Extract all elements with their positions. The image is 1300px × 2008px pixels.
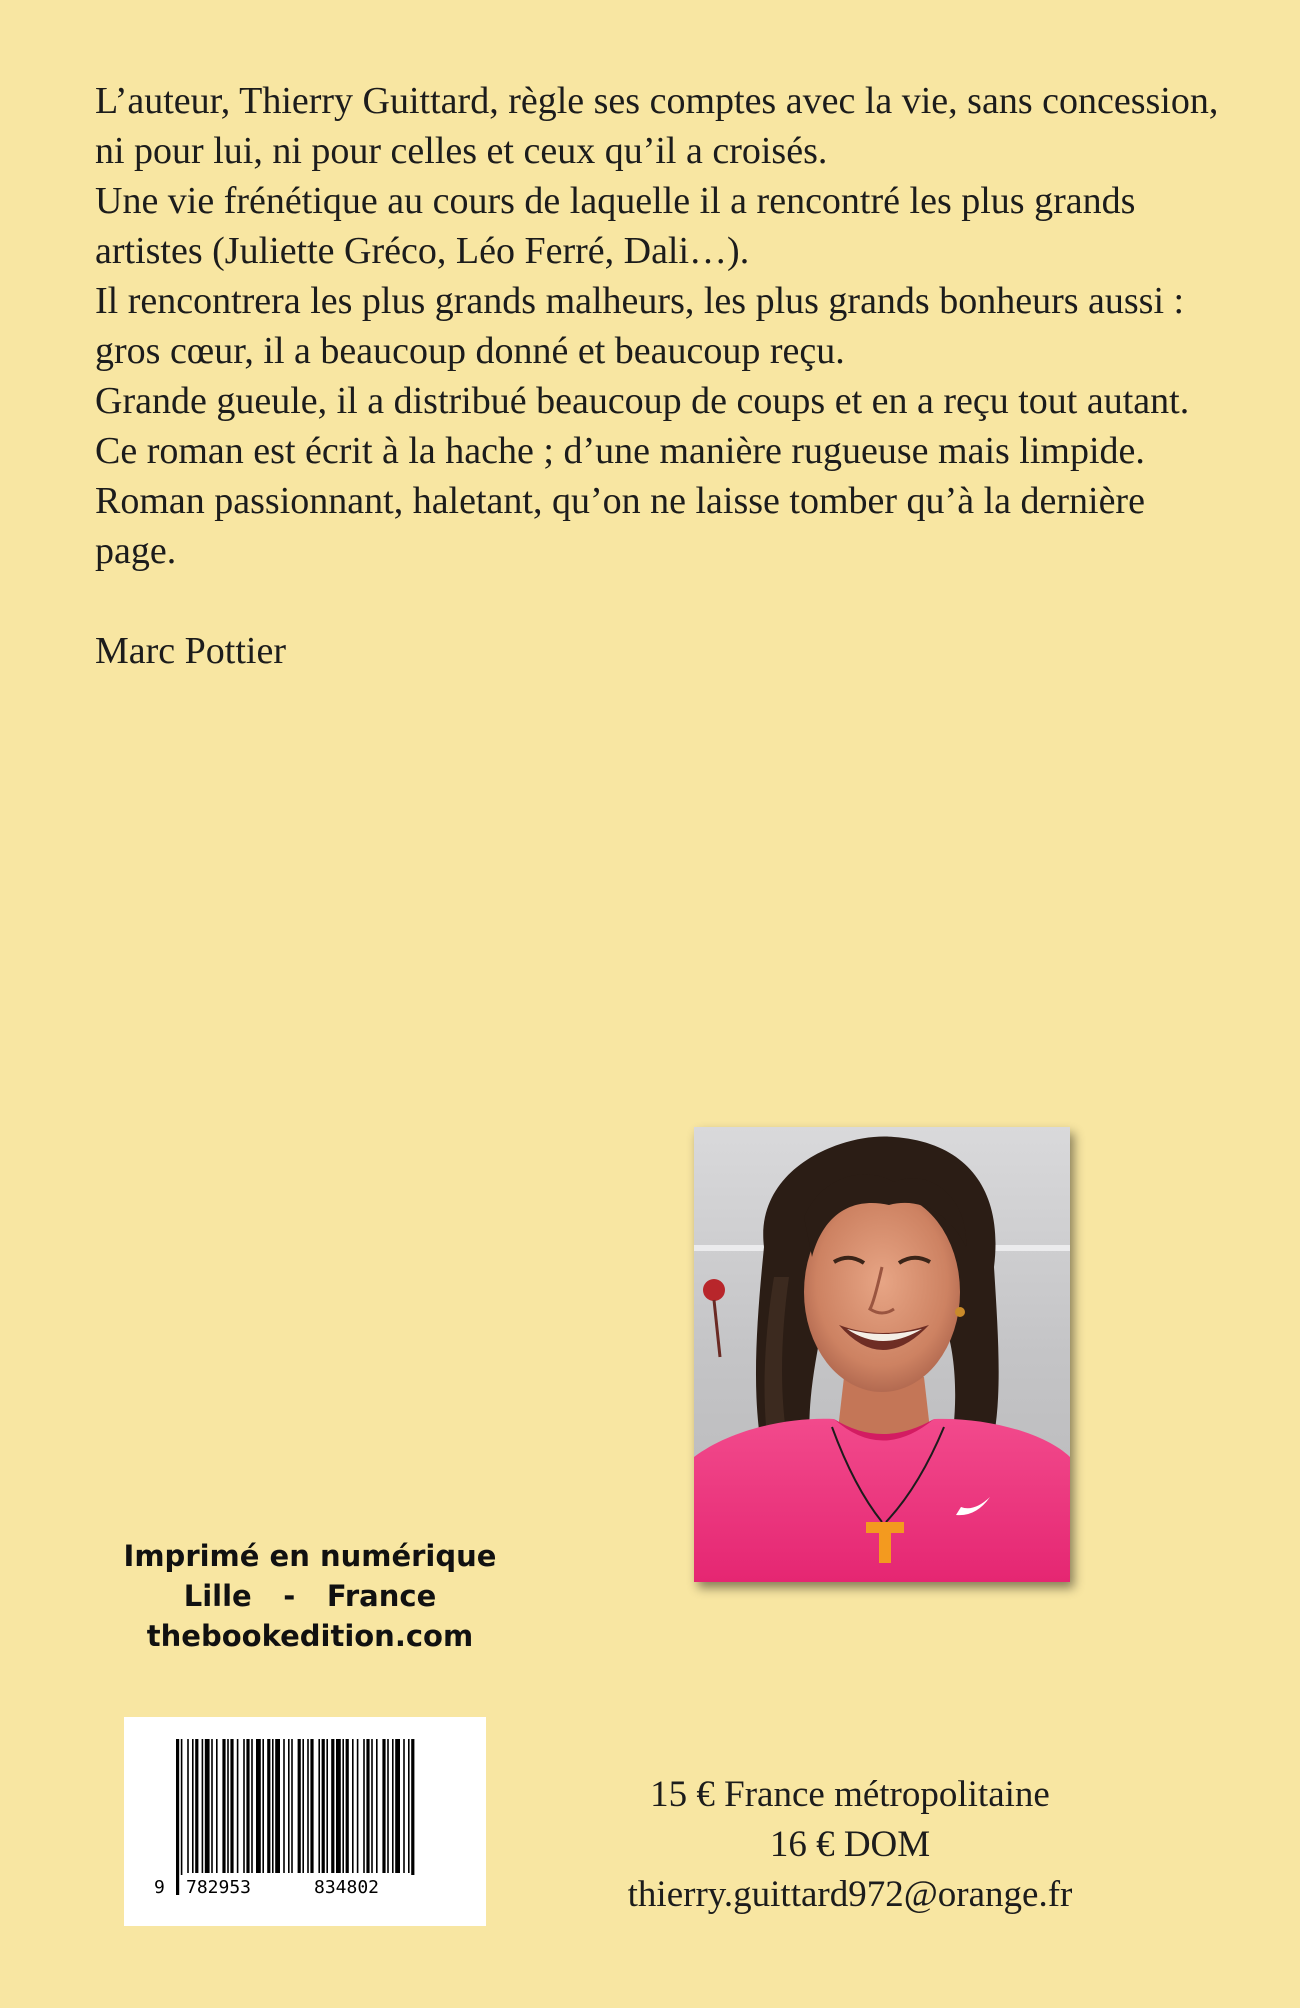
- barcode-bar: [288, 1739, 290, 1873]
- barcode-bar: [403, 1739, 405, 1873]
- barcode-bar: [216, 1739, 218, 1873]
- barcode-bar: [318, 1739, 320, 1873]
- blurb-paragraph: L’auteur, Thierry Guittard, règle ses comptes avec la vie, sans concession, ni pour lui, ni pour celles et ceux qu’il a croisés.: [95, 80, 1219, 172]
- barcode-graphic: [124, 1717, 486, 1926]
- barcode-bar: [298, 1739, 301, 1873]
- barcode-bar: [192, 1739, 194, 1873]
- barcode-bar: [387, 1739, 389, 1873]
- barcode-bar: [376, 1739, 378, 1873]
- barcode-bar: [336, 1739, 341, 1873]
- author-photo: [694, 1127, 1070, 1582]
- barcode-bar: [246, 1739, 249, 1873]
- barcode-bar: [411, 1739, 414, 1895]
- printer-separator: -: [283, 1579, 296, 1613]
- barcode-bar: [262, 1739, 264, 1873]
- printer-location: [110, 1576, 510, 1616]
- barcode-bar: [408, 1739, 410, 1873]
- barcode-bar: [181, 1739, 183, 1895]
- barcode-bar: [346, 1739, 349, 1873]
- barcode-bar: [342, 1739, 344, 1873]
- barcode-bar: [275, 1739, 280, 1873]
- barcode-bar: [187, 1739, 189, 1873]
- barcode-bar: [322, 1739, 325, 1873]
- barcode-bar: [392, 1739, 394, 1873]
- barcode-bar: [310, 1739, 313, 1873]
- back-cover-blurb: [95, 76, 1225, 676]
- barcode-bar: [283, 1739, 285, 1873]
- barcode-bar: [366, 1739, 369, 1873]
- blurb-paragraph: Une vie frénétique au cours de laquelle il a rencontré les plus grands artistes (Juliette Gréco, Léo Ferré, Dali…).: [95, 180, 1136, 272]
- price-metropole: 15 € France métropolitaine: [650, 1774, 1050, 1815]
- barcode-bar: [382, 1739, 385, 1873]
- barcode-bar: [202, 1739, 204, 1873]
- barcode-bar: [291, 1739, 293, 1873]
- barcode-bar: [230, 1739, 233, 1873]
- barcode-bar: [267, 1739, 270, 1873]
- barcode-bar: [363, 1739, 365, 1873]
- barcode-bar: [176, 1739, 179, 1895]
- barcode-bar: [211, 1739, 213, 1873]
- barcode-digits-left: 782953: [186, 1877, 252, 1898]
- barcode-bar: [256, 1739, 261, 1873]
- barcode-bar: [237, 1739, 239, 1873]
- barcode-bar: [371, 1739, 373, 1873]
- isbn-barcode: [124, 1717, 486, 1926]
- printer-website: thebookedition.com: [146, 1619, 474, 1653]
- contact-email[interactable]: thierry.guittard972@orange.fr: [627, 1874, 1073, 1915]
- blurb-signature: Marc Pottier: [95, 630, 287, 672]
- barcode-bar: [243, 1739, 245, 1873]
- barcode-bar: [251, 1739, 253, 1873]
- price-block: [600, 1770, 1100, 1920]
- printer-city: Lille: [183, 1579, 252, 1613]
- price-dom: 16 € DOM: [769, 1824, 931, 1865]
- barcode-bar: [272, 1739, 274, 1873]
- author-photo-image: [694, 1127, 1070, 1582]
- barcode-bar: [326, 1739, 328, 1873]
- barcode-digit-first: 9: [154, 1877, 165, 1898]
- barcode-bar: [205, 1739, 210, 1873]
- barcode-bar: [352, 1739, 354, 1873]
- barcode-bar: [307, 1739, 309, 1873]
- blurb-paragraph: Roman passionnant, haletant, qu’on ne laisse tomber qu’à la dernière page.: [95, 480, 1145, 572]
- barcode-bar: [227, 1739, 229, 1873]
- blurb-paragraph: Il rencontrera les plus grands malheurs, les plus grands bonheurs aussi : gros cœur, il a beaucoup donné et beaucoup reçu.: [95, 280, 1185, 372]
- printer-info: [110, 1536, 510, 1656]
- barcode-bar: [357, 1739, 359, 1873]
- blurb-paragraph: Ce roman est écrit à la hache ; d’une manière rugueuse mais limpide.: [95, 430, 1145, 472]
- printer-line: Imprimé en numérique: [123, 1539, 497, 1573]
- barcode-bar: [302, 1739, 304, 1873]
- barcode-bar: [195, 1739, 198, 1873]
- printer-country: France: [326, 1579, 437, 1613]
- barcode-bar: [331, 1739, 334, 1873]
- barcode-bar: [395, 1739, 400, 1873]
- barcode-bar: [222, 1739, 225, 1873]
- barcode-digits-right: 834802: [314, 1877, 380, 1898]
- blurb-paragraph: Grande gueule, il a distribué beaucoup de coups et en a reçu tout autant.: [95, 380, 1190, 422]
